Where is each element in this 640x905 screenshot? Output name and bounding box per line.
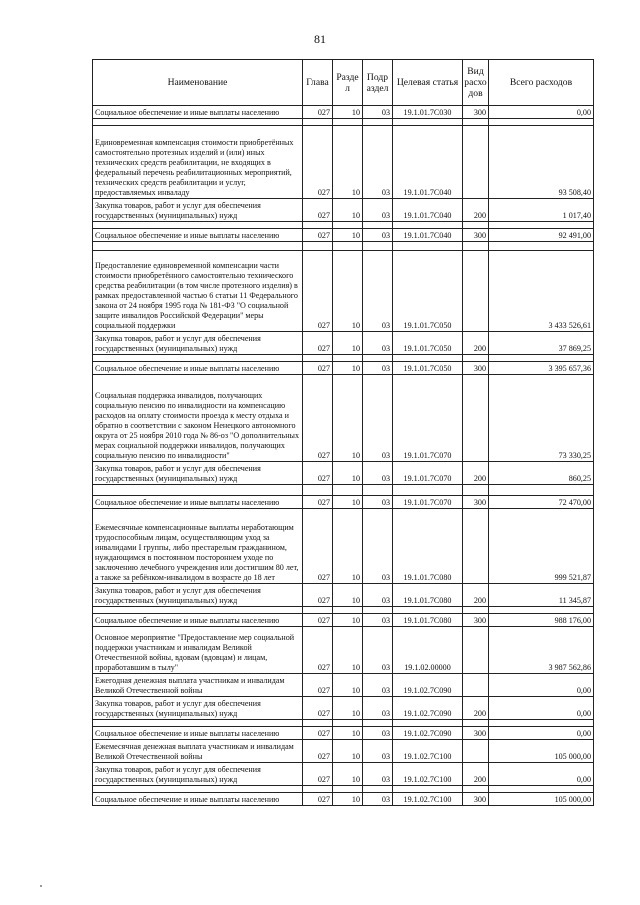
spacer-cell xyxy=(363,720,393,727)
cell-kind xyxy=(463,674,489,697)
cell-total: 3 433 526,61 xyxy=(489,251,594,332)
cell-chapter: 027 xyxy=(303,627,333,674)
cell-section: 10 xyxy=(333,462,363,485)
table-body xyxy=(93,106,594,806)
cell-name: Социальная поддержка инвалидов, получающих социальную пенсию по инвалидности на компенсацию расходов на оплату стоимости проезда к месту отдыха и обратно в соответствии с законом Ненецкого автономного округа от 25 ноября 2010 года № 86-оз "О дополнительных мерах социальной поддержки инвалидов, получающих социальную пенсию по инвалидности" xyxy=(93,375,303,462)
cell-subsection: 03 xyxy=(363,509,393,584)
cell-target: 19.1.02.7С090 xyxy=(393,697,463,720)
spacer-cell xyxy=(393,607,463,614)
spacer-cell xyxy=(303,607,333,614)
cell-section: 10 xyxy=(333,126,363,199)
cell-name: Закупка товаров, работ и услуг для обеспечения государственных (муниципальных) нужд xyxy=(93,199,303,222)
spacer-cell xyxy=(363,355,393,362)
cell-chapter: 027 xyxy=(303,614,333,627)
spacer-cell xyxy=(393,355,463,362)
cell-name: Единовременная компенсация стоимости приобретённых самостоятельно протезных изделий и (или) иных технических средств реабилитации, не входящих в федеральный перечень реабилитационных мероприятий, технических средств реабилитации и услуг, предоставляемых инваладу xyxy=(93,126,303,199)
cell-chapter: 027 xyxy=(303,793,333,806)
spacer-cell xyxy=(333,786,363,793)
cell-target: 19.1.01.7С070 xyxy=(393,375,463,462)
cell-total: 11 345,87 xyxy=(489,584,594,607)
table-row xyxy=(93,332,594,355)
table-row xyxy=(93,727,594,740)
cell-name: Ежемесячная денежная выплата участникам и инвалидам Великой Отечественной войны xyxy=(93,740,303,763)
cell-section: 10 xyxy=(333,793,363,806)
spacer-cell xyxy=(303,355,333,362)
spacer-cell xyxy=(489,242,594,251)
spacer-row xyxy=(93,119,594,126)
spacer-cell xyxy=(489,119,594,126)
cell-kind: 300 xyxy=(463,496,489,509)
cell-total: 0,00 xyxy=(489,674,594,697)
cell-name: Социальное обеспечение и иные выплаты населению xyxy=(93,793,303,806)
cell-section: 10 xyxy=(333,509,363,584)
spacer-cell xyxy=(333,242,363,251)
spacer-row xyxy=(93,720,594,727)
cell-section: 10 xyxy=(333,763,363,786)
spacer-cell xyxy=(463,119,489,126)
cell-subsection: 03 xyxy=(363,106,393,119)
spacer-row xyxy=(93,242,594,251)
table-row xyxy=(93,251,594,332)
cell-total: 37 869,25 xyxy=(489,332,594,355)
spacer-cell xyxy=(333,355,363,362)
cell-subsection: 03 xyxy=(363,362,393,375)
cell-total: 105 000,00 xyxy=(489,793,594,806)
cell-chapter: 027 xyxy=(303,496,333,509)
cell-total: 860,25 xyxy=(489,462,594,485)
header-subsection: Подр аздел xyxy=(363,60,393,106)
cell-target: 19.1.02.7С090 xyxy=(393,674,463,697)
table-row xyxy=(93,199,594,222)
cell-kind: 300 xyxy=(463,106,489,119)
table-row xyxy=(93,509,594,584)
cell-total: 0,00 xyxy=(489,106,594,119)
table-row xyxy=(93,627,594,674)
cell-chapter: 027 xyxy=(303,674,333,697)
spacer-cell xyxy=(303,242,333,251)
spacer-cell xyxy=(463,720,489,727)
cell-kind xyxy=(463,740,489,763)
spacer-cell xyxy=(93,222,303,229)
table-row xyxy=(93,229,594,242)
cell-subsection: 03 xyxy=(363,229,393,242)
spacer-cell xyxy=(363,222,393,229)
cell-kind xyxy=(463,126,489,199)
cell-kind xyxy=(463,251,489,332)
cell-name: Закупка товаров, работ и услуг для обеспечения государственных (муниципальных) нужд xyxy=(93,332,303,355)
spacer-cell xyxy=(489,786,594,793)
cell-chapter: 027 xyxy=(303,375,333,462)
table-row xyxy=(93,614,594,627)
cell-chapter: 027 xyxy=(303,727,333,740)
cell-name: Социальное обеспечение и иные выплаты населению xyxy=(93,727,303,740)
cell-subsection: 03 xyxy=(363,332,393,355)
spacer-cell xyxy=(303,485,333,496)
cell-chapter: 027 xyxy=(303,229,333,242)
table-row xyxy=(93,763,594,786)
spacer-cell xyxy=(463,786,489,793)
cell-chapter: 027 xyxy=(303,763,333,786)
table-row xyxy=(93,462,594,485)
cell-target: 19.1.01.7С030 xyxy=(393,106,463,119)
cell-subsection: 03 xyxy=(363,740,393,763)
cell-name: Ежегодная денежная выплата участникам и инвалидам Великой Отечественной войны xyxy=(93,674,303,697)
cell-total: 0,00 xyxy=(489,727,594,740)
spacer-cell xyxy=(393,222,463,229)
header-section: Разде л xyxy=(333,60,363,106)
header-chapter: Глава xyxy=(303,60,333,106)
cell-subsection: 03 xyxy=(363,627,393,674)
spacer-cell xyxy=(489,485,594,496)
cell-name: Социальное обеспечение и иные выплаты населению xyxy=(93,614,303,627)
cell-name: Закупка товаров, работ и услуг для обеспечения государственных (муниципальных) нужд xyxy=(93,697,303,720)
cell-subsection: 03 xyxy=(363,199,393,222)
cell-section: 10 xyxy=(333,375,363,462)
spacer-cell xyxy=(93,607,303,614)
scan-mark xyxy=(40,885,42,887)
cell-name: Социальное обеспечение и иные выплаты населению xyxy=(93,362,303,375)
cell-total: 0,00 xyxy=(489,697,594,720)
cell-section: 10 xyxy=(333,496,363,509)
cell-kind: 200 xyxy=(463,763,489,786)
cell-subsection: 03 xyxy=(363,584,393,607)
spacer-cell xyxy=(393,242,463,251)
cell-chapter: 027 xyxy=(303,697,333,720)
cell-total: 73 330,25 xyxy=(489,375,594,462)
cell-subsection: 03 xyxy=(363,375,393,462)
cell-section: 10 xyxy=(333,199,363,222)
cell-chapter: 027 xyxy=(303,126,333,199)
spacer-row xyxy=(93,222,594,229)
cell-target: 19.1.01.7С080 xyxy=(393,614,463,627)
table-header-row xyxy=(93,60,594,106)
header-kind: Вид расхо дов xyxy=(463,60,489,106)
spacer-cell xyxy=(333,485,363,496)
cell-chapter: 027 xyxy=(303,199,333,222)
cell-kind: 300 xyxy=(463,793,489,806)
cell-total: 988 176,00 xyxy=(489,614,594,627)
spacer-cell xyxy=(489,720,594,727)
spacer-row xyxy=(93,786,594,793)
cell-total: 92 491,00 xyxy=(489,229,594,242)
spacer-cell xyxy=(363,485,393,496)
cell-name: Закупка товаров, работ и услуг для обеспечения государственных (муниципальных) нужд xyxy=(93,462,303,485)
cell-section: 10 xyxy=(333,627,363,674)
table-row xyxy=(93,496,594,509)
cell-section: 10 xyxy=(333,697,363,720)
cell-total: 3 987 562,86 xyxy=(489,627,594,674)
cell-kind: 300 xyxy=(463,614,489,627)
cell-target: 19.1.01.7С080 xyxy=(393,509,463,584)
spacer-cell xyxy=(393,786,463,793)
cell-total: 72 470,00 xyxy=(489,496,594,509)
cell-kind xyxy=(463,509,489,584)
cell-name: Предоставление единовременной компенсации части стоимости приобретённого самостоятельно технического средства реабилитации (в том числе протезного изделия) в рамках предоставленной частью 6 статьи 11 Федерального закона от 24 ноября 1995 года № 181-ФЗ "О социальной защите инвалидов Российской Федерации" меры социальной поддержки xyxy=(93,251,303,332)
cell-section: 10 xyxy=(333,332,363,355)
table-row xyxy=(93,362,594,375)
cell-target: 19.1.02.7С100 xyxy=(393,740,463,763)
cell-subsection: 03 xyxy=(363,462,393,485)
cell-target: 19.1.01.7С040 xyxy=(393,199,463,222)
spacer-cell xyxy=(393,720,463,727)
cell-subsection: 03 xyxy=(363,251,393,332)
header-target: Целевая статья xyxy=(393,60,463,106)
spacer-cell xyxy=(333,607,363,614)
spacer-row xyxy=(93,355,594,362)
spacer-cell xyxy=(463,222,489,229)
budget-table xyxy=(92,59,594,806)
cell-section: 10 xyxy=(333,229,363,242)
cell-section: 10 xyxy=(333,362,363,375)
cell-subsection: 03 xyxy=(363,126,393,199)
cell-total: 999 521,87 xyxy=(489,509,594,584)
table-row xyxy=(93,126,594,199)
spacer-cell xyxy=(303,786,333,793)
cell-chapter: 027 xyxy=(303,584,333,607)
cell-kind: 300 xyxy=(463,229,489,242)
spacer-cell xyxy=(303,222,333,229)
cell-target: 19.1.01.7С040 xyxy=(393,229,463,242)
cell-subsection: 03 xyxy=(363,697,393,720)
spacer-cell xyxy=(93,242,303,251)
cell-subsection: 03 xyxy=(363,727,393,740)
cell-section: 10 xyxy=(333,740,363,763)
cell-name: Основное мероприятие "Предоставление мер социальной поддержки участникам и инвалидам Великой Отечественной войны, вдовам (вдовцам) и лицам, проработавшим в тылу" xyxy=(93,627,303,674)
spacer-cell xyxy=(463,607,489,614)
spacer-cell xyxy=(93,355,303,362)
cell-kind: 300 xyxy=(463,727,489,740)
cell-kind: 200 xyxy=(463,462,489,485)
spacer-row xyxy=(93,607,594,614)
cell-section: 10 xyxy=(333,584,363,607)
spacer-cell xyxy=(463,485,489,496)
cell-chapter: 027 xyxy=(303,251,333,332)
page-number: 81 xyxy=(314,32,326,46)
cell-target: 19.1.01.7С080 xyxy=(393,584,463,607)
spacer-cell xyxy=(363,119,393,126)
cell-section: 10 xyxy=(333,614,363,627)
cell-kind: 300 xyxy=(463,362,489,375)
header-total: Всего расходов xyxy=(489,60,594,106)
cell-kind: 200 xyxy=(463,332,489,355)
cell-target: 19.1.02.7С100 xyxy=(393,793,463,806)
cell-chapter: 027 xyxy=(303,462,333,485)
table-row xyxy=(93,106,594,119)
cell-name: Социальное обеспечение и иные выплаты населению xyxy=(93,229,303,242)
cell-section: 10 xyxy=(333,251,363,332)
cell-target: 19.1.02.7С090 xyxy=(393,727,463,740)
spacer-cell xyxy=(393,119,463,126)
cell-chapter: 027 xyxy=(303,332,333,355)
cell-section: 10 xyxy=(333,674,363,697)
cell-name: Закупка товаров, работ и услуг для обеспечения государственных (муниципальных) нужд xyxy=(93,584,303,607)
spacer-cell xyxy=(489,355,594,362)
spacer-cell xyxy=(463,242,489,251)
table-row xyxy=(93,584,594,607)
spacer-cell xyxy=(333,222,363,229)
cell-target: 19.1.02.00000 xyxy=(393,627,463,674)
spacer-cell xyxy=(93,720,303,727)
table-row xyxy=(93,375,594,462)
spacer-cell xyxy=(489,222,594,229)
cell-name: Социальное обеспечение и иные выплаты населению xyxy=(93,106,303,119)
cell-chapter: 027 xyxy=(303,106,333,119)
cell-name: Социальное обеспечение и иные выплаты населению xyxy=(93,496,303,509)
spacer-cell xyxy=(333,720,363,727)
spacer-cell xyxy=(93,786,303,793)
spacer-cell xyxy=(363,786,393,793)
cell-target: 19.1.01.7С070 xyxy=(393,496,463,509)
cell-kind: 200 xyxy=(463,199,489,222)
spacer-cell xyxy=(303,119,333,126)
cell-total: 1 017,40 xyxy=(489,199,594,222)
cell-total: 105 000,00 xyxy=(489,740,594,763)
spacer-row xyxy=(93,485,594,496)
cell-section: 10 xyxy=(333,727,363,740)
cell-subsection: 03 xyxy=(363,763,393,786)
cell-subsection: 03 xyxy=(363,674,393,697)
cell-target: 19.1.01.7С050 xyxy=(393,362,463,375)
spacer-cell xyxy=(393,485,463,496)
cell-section: 10 xyxy=(333,106,363,119)
spacer-cell xyxy=(463,355,489,362)
cell-total: 0,00 xyxy=(489,763,594,786)
cell-subsection: 03 xyxy=(363,614,393,627)
cell-target: 19.1.01.7С070 xyxy=(393,462,463,485)
cell-target: 19.1.01.7С040 xyxy=(393,126,463,199)
spacer-cell xyxy=(333,119,363,126)
cell-total: 3 395 657,36 xyxy=(489,362,594,375)
table-row xyxy=(93,740,594,763)
cell-target: 19.1.01.7С050 xyxy=(393,251,463,332)
cell-subsection: 03 xyxy=(363,496,393,509)
cell-subsection: 03 xyxy=(363,793,393,806)
spacer-cell xyxy=(363,607,393,614)
spacer-cell xyxy=(93,119,303,126)
cell-kind xyxy=(463,627,489,674)
cell-target: 19.1.02.7С100 xyxy=(393,763,463,786)
cell-kind: 200 xyxy=(463,697,489,720)
table-row xyxy=(93,697,594,720)
cell-name: Ежемесячные компенсационные выплаты неработающим трудоспособным лицам, осуществляющим уход за инвалидами I группы, либо престарелым гражданином, нуждающимся в постоянном постороннем уходе по заключению лечебного учреждения или достигшим 80 лет, а также за ребёнком-инвалидом в возрасте до 18 лет xyxy=(93,509,303,584)
spacer-cell xyxy=(93,485,303,496)
spacer-cell xyxy=(303,720,333,727)
cell-chapter: 027 xyxy=(303,509,333,584)
cell-target: 19.1.01.7С050 xyxy=(393,332,463,355)
cell-chapter: 027 xyxy=(303,740,333,763)
cell-kind: 200 xyxy=(463,584,489,607)
table-row xyxy=(93,674,594,697)
spacer-cell xyxy=(489,607,594,614)
spacer-cell xyxy=(363,242,393,251)
cell-name: Закупка товаров, работ и услуг для обеспечения государственных (муниципальных) нужд xyxy=(93,763,303,786)
cell-total: 93 508,40 xyxy=(489,126,594,199)
table-row xyxy=(93,793,594,806)
cell-kind xyxy=(463,375,489,462)
cell-chapter: 027 xyxy=(303,362,333,375)
header-name: Наименование xyxy=(93,60,303,106)
